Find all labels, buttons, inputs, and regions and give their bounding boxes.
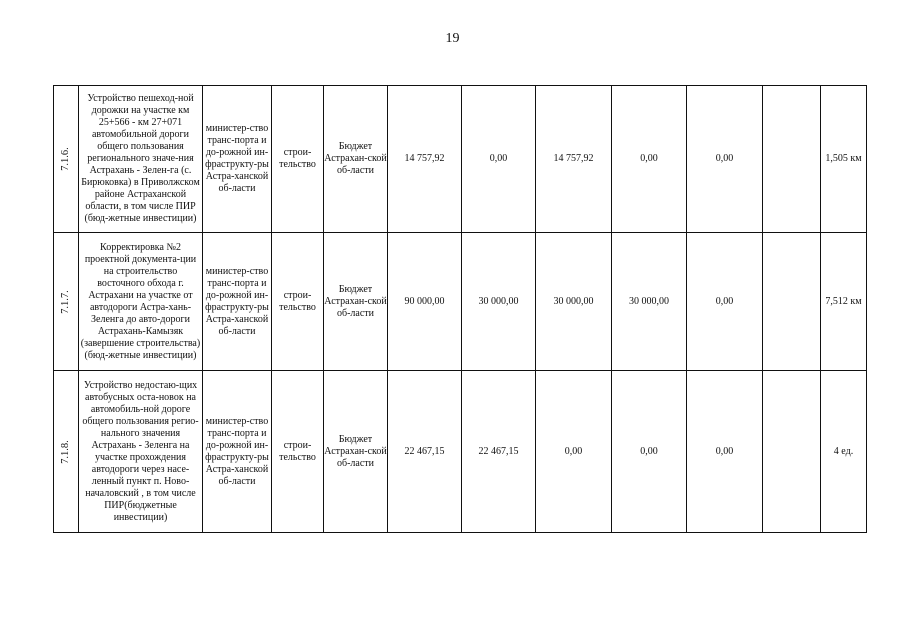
row-year-3: 0,00 — [612, 371, 687, 533]
row-description: Корректировка №2 проектной документа-ции на строительство восточного обхода г. Астрахани на участке от автодороги Астра-хань-Зеленга до авто-дороги Астрахань-Камызяк (завершение строительства) (бюд-жетные инвестиции) — [79, 233, 203, 371]
row-result: 1,505 км — [821, 86, 867, 233]
row-year-3: 0,00 — [612, 86, 687, 233]
row-funding-source: Бюджет Астрахан-ской об-ласти — [324, 233, 388, 371]
row-work-type: строи-тельство — [272, 233, 324, 371]
row-year-4: 0,00 — [687, 86, 763, 233]
row-code: 7.1.7. — [54, 233, 79, 371]
row-year-2: 30 000,00 — [536, 233, 612, 371]
row-year-1: 30 000,00 — [462, 233, 536, 371]
row-executor: министер-ство транс-порта и до-рожной ин-фраструкту-ры Астра-ханской об-ласти — [203, 86, 272, 233]
page-number: 19 — [445, 31, 460, 46]
row-year-1: 0,00 — [462, 86, 536, 233]
row-total: 22 467,15 — [388, 371, 462, 533]
row-executor: министер-ство транс-порта и до-рожной ин-фраструкту-ры Астра-ханской об-ласти — [203, 371, 272, 533]
row-year-1: 22 467,15 — [462, 371, 536, 533]
row-result: 4 ед. — [821, 371, 867, 533]
table-row — [54, 86, 867, 233]
row-description: Устройство недостаю-щих автобусных оста-новок на автомобиль-ной дороге общего пользования регио-нального значения Астрахань - Зеленга на участке прохождения автодороги через насе-ленный пункт п. Ново-началовский , в том числе ПИР(бюджетные инвестиции) — [79, 371, 203, 533]
row-description: Устройство пешеход-ной дорожки на участке км 25+566 - км 27+071 автомобильной дороги общего пользования регионального значе-ния Астрахань - Зелен-га (с. Бирюковка) в Приволжском районе Астраханской области, в том числе ПИР (бюд-жетные инвестиции) — [79, 86, 203, 233]
row-funding-source: Бюджет Астрахан-ской об-ласти — [324, 371, 388, 533]
budget-table — [53, 85, 867, 533]
table-row — [54, 233, 867, 371]
row-code: 7.1.8. — [54, 371, 79, 533]
row-year-3: 30 000,00 — [612, 233, 687, 371]
table-row — [54, 371, 867, 533]
row-work-type: строи-тельство — [272, 371, 324, 533]
row-year-2: 0,00 — [536, 371, 612, 533]
row-year-5 — [763, 371, 821, 533]
row-executor: министер-ство транс-порта и до-рожной ин-фраструкту-ры Астра-ханской об-ласти — [203, 233, 272, 371]
row-total: 14 757,92 — [388, 86, 462, 233]
row-year-5 — [763, 233, 821, 371]
row-total: 90 000,00 — [388, 233, 462, 371]
row-year-4: 0,00 — [687, 371, 763, 533]
row-year-2: 14 757,92 — [536, 86, 612, 233]
row-result: 7,512 км — [821, 233, 867, 371]
row-work-type: строи-тельство — [272, 86, 324, 233]
row-code: 7.1.6. — [54, 86, 79, 233]
row-funding-source: Бюджет Астрахан-ской об-ласти — [324, 86, 388, 233]
row-year-4: 0,00 — [687, 233, 763, 371]
row-year-5 — [763, 86, 821, 233]
